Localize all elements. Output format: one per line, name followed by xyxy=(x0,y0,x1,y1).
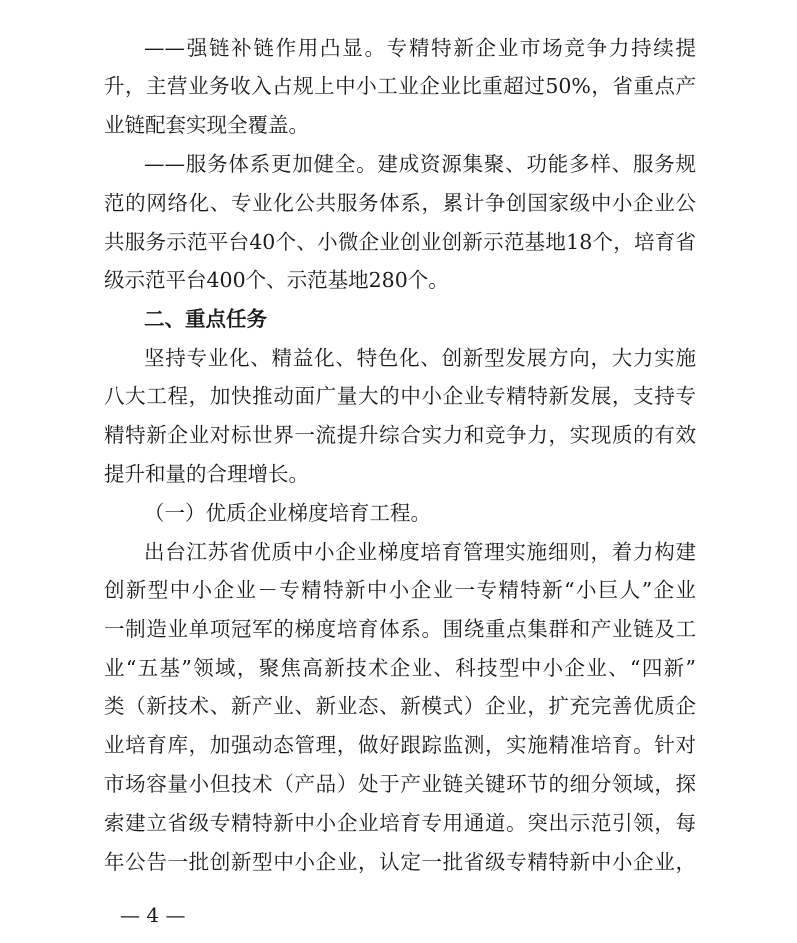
text-line: 一制造业单项冠军的梯度培育体系。围绕重点集群和产业链及工 xyxy=(104,617,696,641)
text-line: 坚持专业化、精益化、特色化、创新型发展方向，大力实施 xyxy=(144,346,696,370)
text-line: 八大工程，加快推动面广量大的中小企业专精特新发展，支持专 xyxy=(104,384,696,408)
text-line: 业“五基”领域，聚焦高新技术企业、科技型中小企业、“四新” xyxy=(104,656,696,680)
text-line: 范的网络化、专业化公共服务体系，累计争创国家级中小企业公 xyxy=(104,191,696,215)
text-line: 出台江苏省优质中小企业梯度培育管理实施细则，着力构建 xyxy=(144,540,696,564)
text-line: 类（新技术、新产业、新业态、新模式）企业，扩充完善优质企 xyxy=(104,694,696,718)
text-line: 级示范平台400个、示范基地280个。 xyxy=(104,268,449,292)
text-line: 提升和量的合理增长。 xyxy=(104,462,309,486)
text-line: 索建立省级专精特新中小企业培育专用通道。突出示范引领，每 xyxy=(104,811,696,835)
text-line: ——强链补链作用凸显。专精特新企业市场竞争力持续提 xyxy=(144,36,696,60)
text-line: 共服务示范平台40个、小微企业创业创新示范基地18个，培育省 xyxy=(104,230,696,254)
text-line: 业培育库，加强动态管理，做好跟踪监测，实施精准培育。针对 xyxy=(104,733,696,757)
text-line: 业链配套实现全覆盖。 xyxy=(104,113,309,137)
text-line: 市场容量小但技术（产品）处于产业链关键环节的细分领域，探 xyxy=(104,772,696,796)
subsection-heading: （一）优质企业梯度培育工程。 xyxy=(144,501,431,525)
text-line: 创新型中小企业－专精特新中小企业一专精特新“小巨人”企业 xyxy=(104,578,696,602)
section-heading: 二、重点任务 xyxy=(144,307,267,331)
text-line: 升，主营业务收入占规上中小工业企业比重超过50%，省重点产 xyxy=(104,74,696,98)
text-line: ——服务体系更加健全。建成资源集聚、功能多样、服务规 xyxy=(144,152,696,176)
text-line: 年公告一批创新型中小企业，认定一批省级专精特新中小企业， xyxy=(104,850,696,874)
text-line: 精特新企业对标世界一流提升综合实力和竞争力，实现质的有效 xyxy=(104,423,696,447)
page-number: — 4 — xyxy=(120,903,186,927)
